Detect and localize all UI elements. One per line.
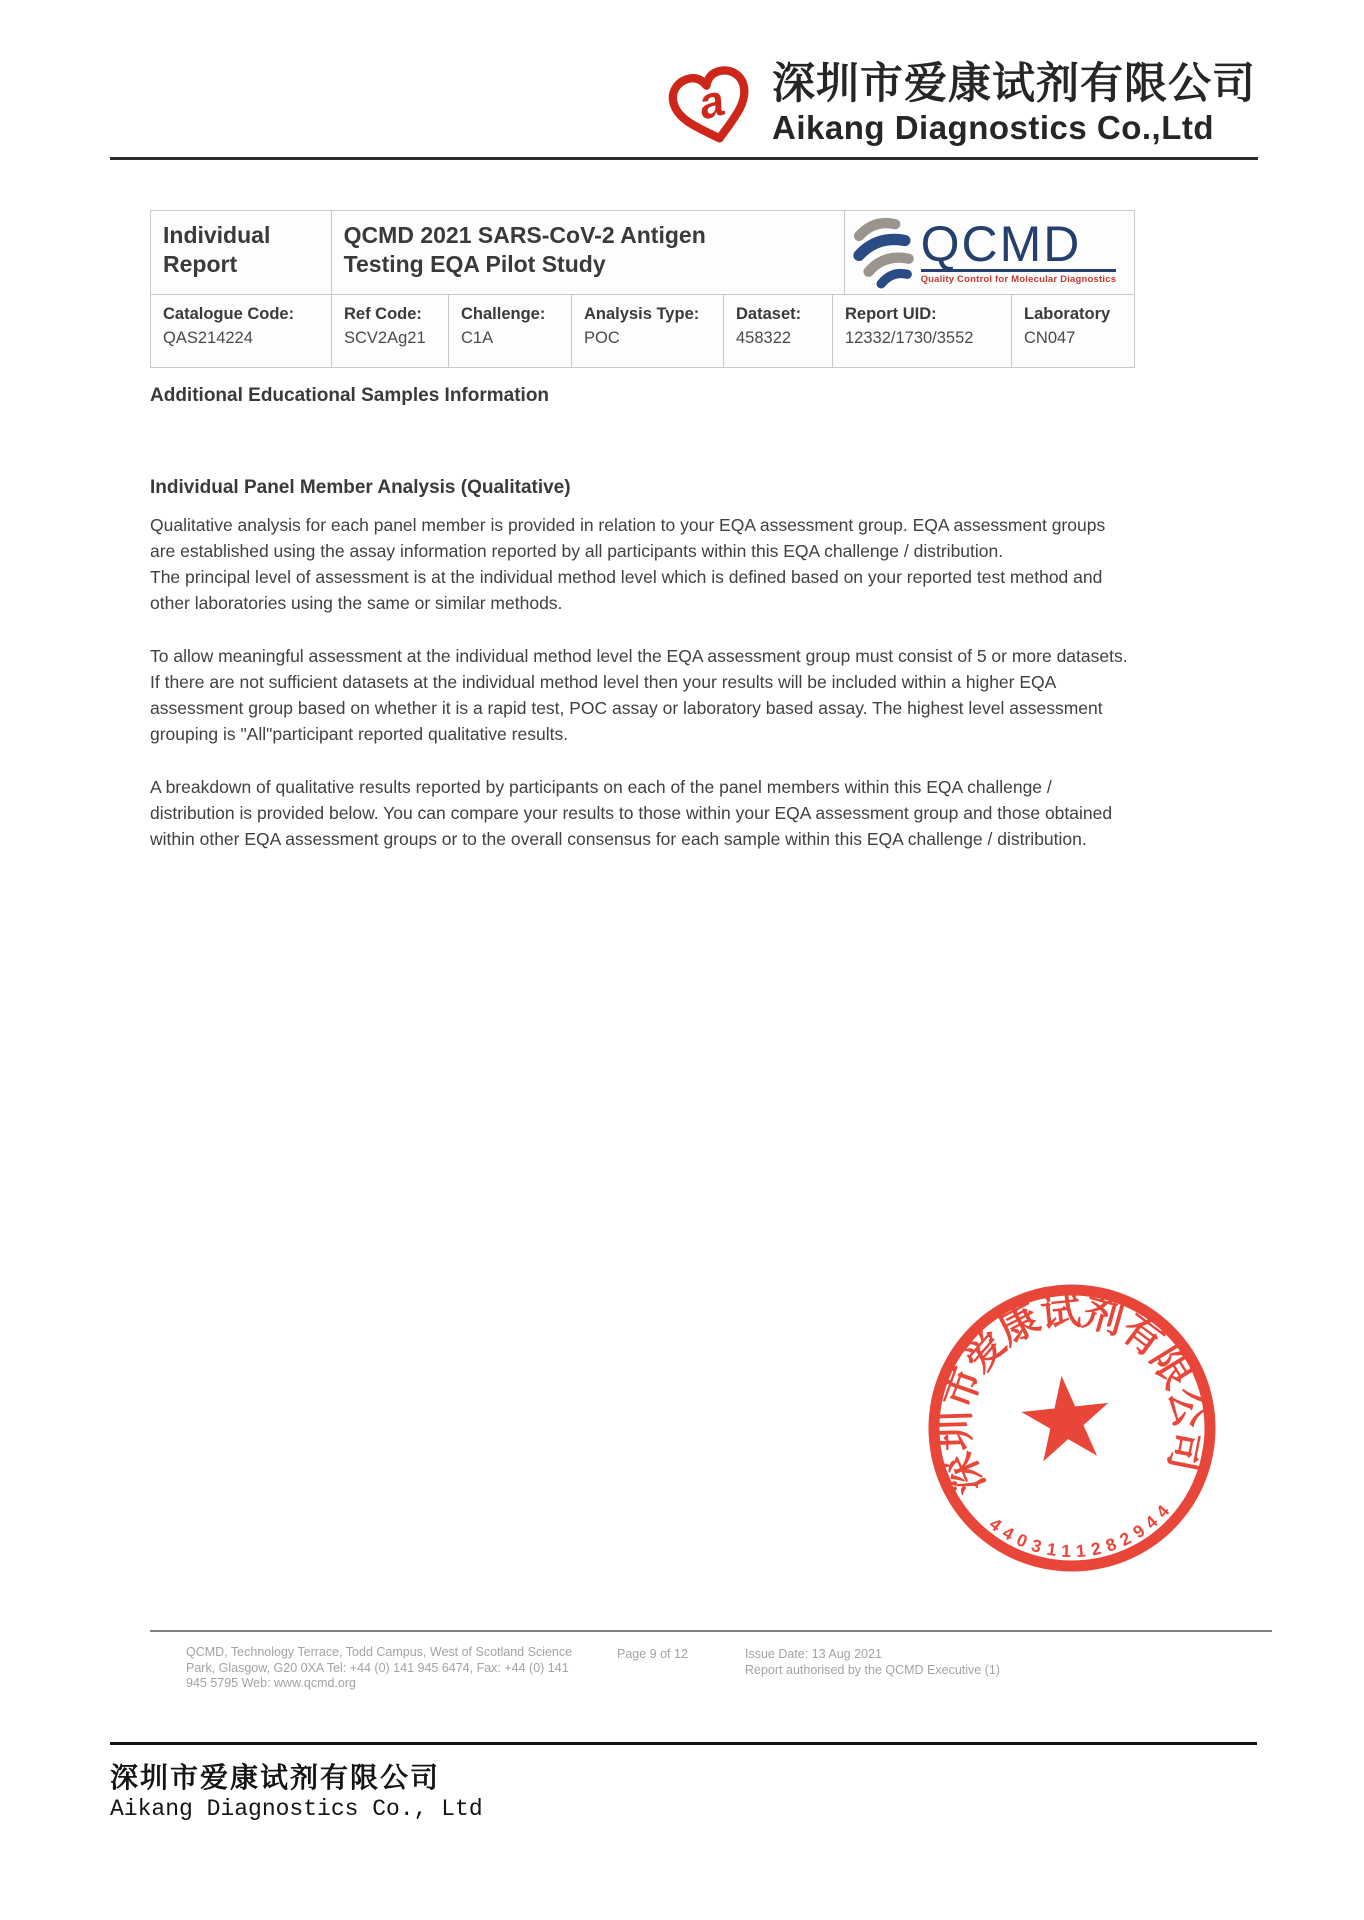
page-number: Page 9 of 12 bbox=[617, 1647, 688, 1661]
header-divider bbox=[110, 157, 1258, 160]
footer-address: QCMD, Technology Terrace, Todd Campus, West of Scotland Science Park, Glasgow, G20 0XA Tel: +44 (0) 141 945 6474, Fax: +44 (0) 141 945 5795 Web: www.qcmd.org bbox=[186, 1645, 573, 1690]
footer-divider bbox=[150, 1630, 1272, 1632]
table-fields-row bbox=[151, 295, 1134, 367]
field-challenge: Challenge: C1A bbox=[449, 295, 572, 367]
section-heading-panel-analysis: Individual Panel Member Analysis (Qualitative) bbox=[150, 477, 571, 498]
star-icon bbox=[1018, 1371, 1114, 1463]
paragraph-intro-a: Qualitative analysis for each panel member is provided in relation to your EQA assessment group. EQA assessment groups are established using the assay information reported by all participants within this EQA challenge / distribution. bbox=[150, 515, 1106, 561]
field-analysis-type: Analysis Type: POC bbox=[572, 295, 724, 367]
company-name-cn: 深圳市爱康试剂有限公司 bbox=[772, 60, 1256, 108]
aikang-heart-logo-icon bbox=[664, 62, 760, 154]
field-dataset: Dataset: 458322 bbox=[724, 295, 833, 367]
company-header bbox=[664, 62, 1256, 154]
qcmd-wordmark: QCMD bbox=[921, 221, 1117, 272]
section-heading-additional-samples: Additional Educational Samples Information bbox=[150, 385, 550, 406]
company-name-block bbox=[772, 62, 1256, 147]
study-title-cell bbox=[332, 211, 845, 294]
svg-text:深圳市爱康试剂有限公司 bbox=[922, 1278, 1217, 1502]
report-type: Individual Report bbox=[163, 222, 271, 277]
authorised-by: Report authorised by the QCMD Executive (1) bbox=[745, 1662, 1000, 1677]
qcmd-logo-cell bbox=[845, 211, 1134, 294]
company-name-en: Aikang Diagnostics Co.,Ltd bbox=[772, 108, 1215, 146]
logo-letter: a bbox=[693, 75, 730, 130]
paragraph-intro-b: The principal level of assessment is at the individual method level which is defined based on your reported test method and other laboratories using the same or similar methods. bbox=[150, 567, 1103, 613]
paragraph-assessment-group: To allow meaningful assessment at the individual method level the EQA assessment group must consist of 5 or more datasets. If there are not sufficient datasets at the individual method level then your results will be included within a higher EQA assessment group based on whether it is a rapid test, POC assay or laboratory based assay. The highest level assessment grouping is "All"participant reported qualitative results. bbox=[150, 646, 1128, 744]
bottom-company-cn: 深圳市爱康试剂有限公司 bbox=[110, 1762, 441, 1793]
field-laboratory: Laboratory CN047 bbox=[1024, 305, 1111, 347]
paragraph-breakdown: A breakdown of qualitative results reported by participants on each of the panel members within this EQA challenge / distribution is provided below. You can compare your results to those within your EQA assessment group and those obtained within other EQA assessment groups or to the overall consensus for each sample within this EQA challenge / distribution. bbox=[150, 777, 1113, 849]
qcmd-globe-icon bbox=[851, 215, 915, 291]
report-header-table bbox=[150, 210, 1135, 368]
report-type-cell bbox=[151, 211, 332, 294]
company-seal bbox=[922, 1278, 1222, 1578]
seal-company-text: 深圳市爱康试剂有限公司 bbox=[933, 1288, 1212, 1501]
footer-issue-block bbox=[745, 1647, 1000, 1678]
bottom-divider bbox=[110, 1742, 1257, 1745]
seal-number-text: 4403111282944 bbox=[985, 1496, 1178, 1562]
issue-date: Issue Date: 13 Aug 2021 bbox=[745, 1647, 882, 1661]
field-catalogue-code: Catalogue Code: QAS214224 bbox=[151, 295, 332, 367]
table-title-row bbox=[151, 211, 1134, 295]
field-report-uid: Report UID: 12332/1730/3552 bbox=[833, 295, 1012, 367]
field-ref-code: Ref Code: SCV2Ag21 bbox=[332, 295, 449, 367]
qcmd-wordmark-block bbox=[920, 215, 1117, 285]
study-title: QCMD 2021 SARS-CoV-2 Antigen Testing EQA Pilot Study bbox=[343, 222, 706, 277]
qcmd-tagline: Quality Control for Molecular Diagnostics bbox=[920, 273, 1117, 285]
body-text bbox=[150, 512, 1128, 879]
paragraph-intro bbox=[150, 512, 1128, 616]
bottom-company-en: Aikang Diagnostics Co., Ltd bbox=[110, 1796, 483, 1822]
